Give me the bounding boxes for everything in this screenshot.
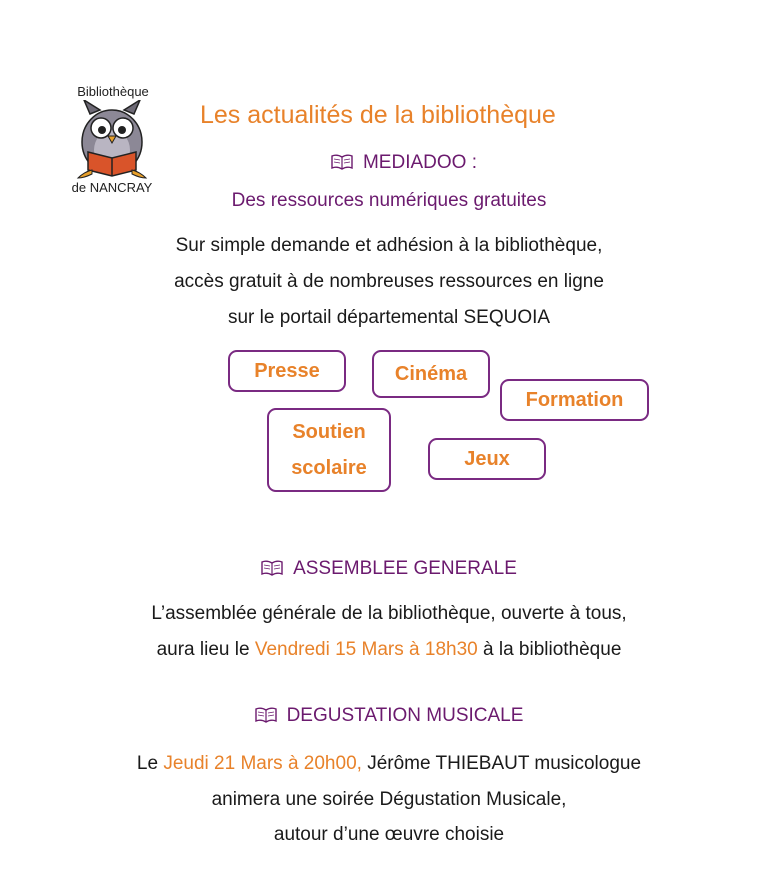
- mediadoo-subheading: Des ressources numériques gratuites: [231, 190, 547, 211]
- assemblee-heading-text: ASSEMBLEE GENERALE: [293, 558, 517, 579]
- tag-soutien-line-2: scolaire: [291, 457, 367, 479]
- open-book-icon: [261, 560, 283, 576]
- assemblee-line-2: [0, 639, 778, 661]
- tag-jeux: Jeux: [428, 438, 546, 480]
- mediadoo-heading: [0, 152, 778, 174]
- degustation-line-1-pre: Le: [136, 753, 164, 774]
- degustation-line-1-post: Jérôme THIEBAUT musicologue: [361, 753, 642, 774]
- degustation-heading: [0, 705, 778, 727]
- logo-top-text: Bibliothèque: [77, 84, 149, 99]
- tag-soutien-line-1: Soutien: [292, 421, 366, 443]
- assemblee-line-2-post: à la bibliothèque: [477, 639, 622, 660]
- degustation-line-3: autour d’une œuvre choisie: [273, 824, 505, 845]
- tag-cinema: Cinéma: [372, 350, 490, 398]
- assemblee-heading: [0, 558, 778, 580]
- degustation-line-1: [0, 753, 778, 775]
- mediadoo-line-3: sur le portail départemental SEQUOIA: [227, 307, 551, 328]
- assemblee-line-1: L’assemblée générale de la bibliothèque, ouverte à tous,: [151, 603, 627, 624]
- mediadoo-line-2: accès gratuit à de nombreuses ressources en ligne: [174, 271, 604, 292]
- degustation-date: Jeudi 21 Mars à 20h00,: [163, 753, 362, 774]
- degustation-heading-text: DEGUSTATION MUSICALE: [286, 705, 524, 726]
- tag-presse: Presse: [228, 350, 346, 392]
- open-book-icon: [255, 707, 277, 723]
- open-book-icon: [331, 154, 353, 170]
- degustation-line-2: animera une soirée Dégustation Musicale,: [211, 789, 567, 810]
- tag-soutien-scolaire: [267, 408, 391, 492]
- assemblee-line-2-pre: aura lieu le: [156, 639, 255, 660]
- logo-bottom-text: de NANCRAY: [71, 180, 153, 195]
- tag-formation: Formation: [500, 379, 649, 421]
- assemblee-date: Vendredi 15 Mars à 18h30: [254, 639, 478, 660]
- mediadoo-heading-text: MEDIADOO :: [362, 152, 477, 173]
- page-title: Les actualités de la bibliothèque: [200, 101, 556, 129]
- mediadoo-line-1: Sur simple demande et adhésion à la bibliothèque,: [175, 235, 603, 256]
